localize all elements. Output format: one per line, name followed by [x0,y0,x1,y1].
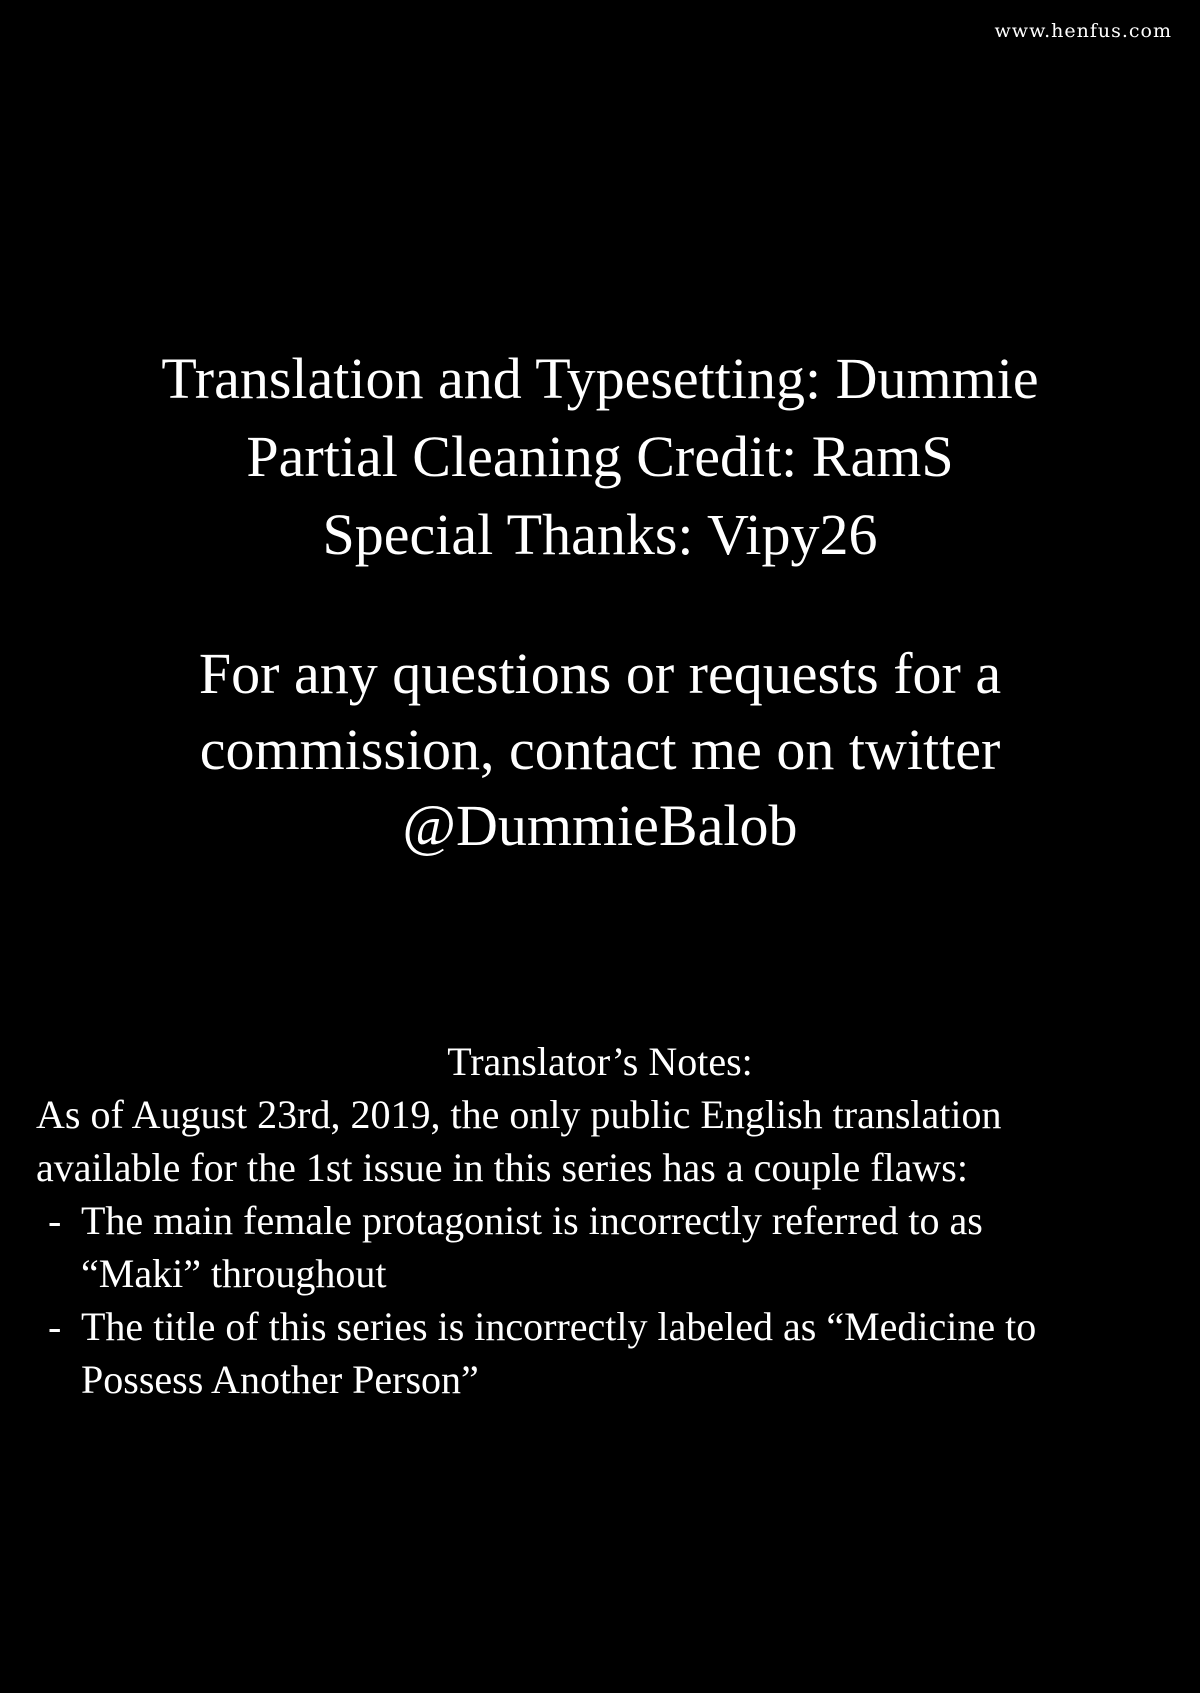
contact-handle: @DummieBalob [402,793,798,858]
notes-bullet-1-line-2: “Maki” throughout [81,1251,387,1296]
notes-body [36,1088,1176,1406]
credit-special-thanks: Special Thanks: Vipy26 [322,502,878,567]
notes-bullet-1-line-1: The main female protagonist is incorrectly referred to as [81,1198,983,1243]
notes-bullet-2-line-1: The title of this series is incorrectly labeled as “Medicine to [81,1304,1037,1349]
credit-translation: Translation and Typesetting: Dummie [161,346,1039,411]
contact-block [0,636,1200,864]
notes-bullet-2-line-2: Possess Another Person” [81,1357,479,1402]
notes-intro-line-1: As of August 23rd, 2019, the only public English translation [36,1092,1002,1137]
notes-intro-line-2: available for the 1st issue in this series has a couple flaws: [36,1145,968,1190]
credits-block [0,340,1200,574]
notes-bullet-2 [48,1300,1176,1406]
notes-title: Translator’s Notes: [447,1039,753,1084]
bullet-dash: - [48,1304,62,1349]
notes-bullet-1 [48,1194,1176,1300]
contact-line-1: For any questions or requests for a [198,641,1002,706]
credit-cleaning: Partial Cleaning Credit: RamS [246,424,954,489]
bullet-dash: - [48,1198,62,1243]
contact-line-2: commission, contact me on twitter [199,717,1001,782]
watermark: www.henfus.com [994,20,1172,42]
